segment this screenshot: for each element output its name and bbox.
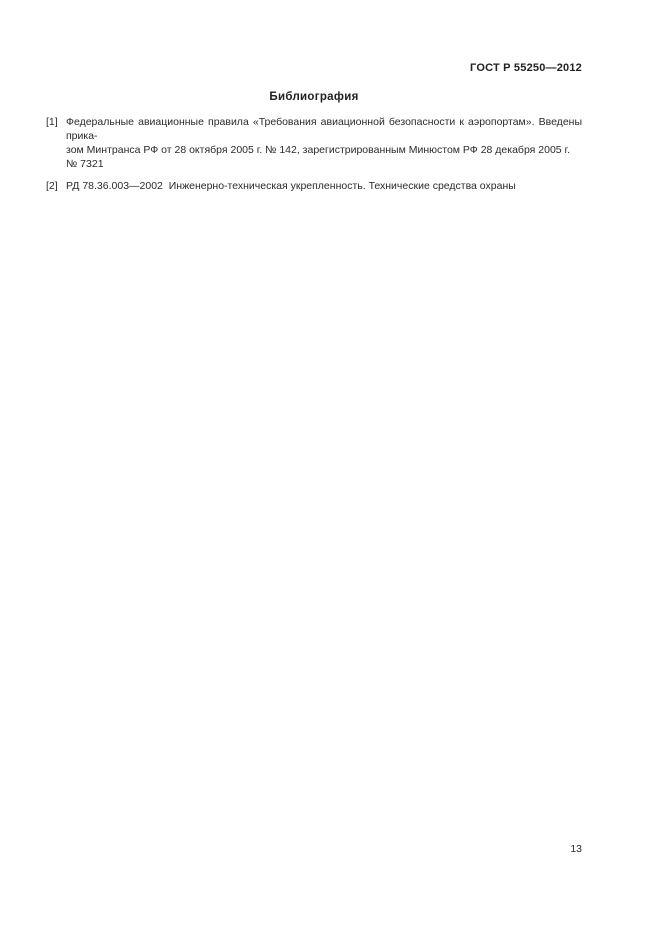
entry-text-line: РД 78.36.003—2002 Инженерно-техническая укрепленность. Технические средства охраны — [66, 180, 516, 192]
page-number: 13 — [570, 843, 582, 855]
entry-marker: [2] — [46, 180, 58, 192]
bibliography-entry — [46, 115, 585, 171]
section-title: Библиография — [269, 91, 359, 103]
document-number-header: ГОСТ Р 55250—2012 — [470, 62, 582, 74]
entry-marker: [1] — [46, 116, 58, 128]
bibliography-entry — [46, 179, 582, 193]
entry-text — [66, 115, 585, 171]
entry-text — [66, 179, 582, 193]
entry-text-line: Федеральные авиационные правила «Требования авиационной безопасности к аэропортам». Введены прика- — [66, 116, 585, 142]
bibliography-list — [46, 115, 585, 201]
entry-text-line: зом Минтранса РФ от 28 октября 2005 г. № 142, зарегистрированным Минюстом РФ 28 декабря 2005 г. № 7321 — [66, 144, 573, 170]
